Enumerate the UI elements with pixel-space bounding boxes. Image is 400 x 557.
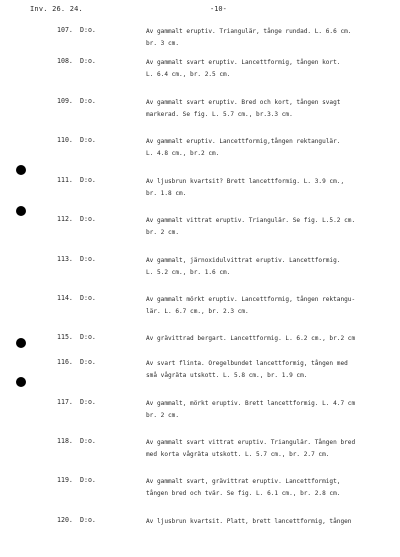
entry-number: 117. <box>57 398 73 406</box>
description-line: Av gammalt vittrat eruptiv. Triangulär. Se fig. L.5.2 cm. <box>146 217 356 224</box>
entry-ref: D:o. <box>80 255 96 263</box>
entry-ref: D:o. <box>80 176 96 184</box>
description-line: Av gammalt eruptiv. Lancettformig,tången rektangulär. <box>146 138 341 145</box>
entry-number: 114. <box>57 294 73 302</box>
entry-ref: D:o. <box>80 136 96 144</box>
entry-number: 118. <box>57 437 73 445</box>
entry-description <box>146 255 376 279</box>
entry-ref: D:o. <box>80 358 96 366</box>
entry-number: 110. <box>57 136 73 144</box>
description-line: L. 6.4 cm., br. 2.5 cm. <box>146 71 231 78</box>
description-line: tången bred och tvär. Se fig. L. 6.1 cm., br. 2.8 cm. <box>146 490 341 497</box>
inventory-header: Inv. 26. 24. <box>30 5 83 13</box>
entry-ref: D:o. <box>80 294 96 302</box>
entry-ref: D:o. <box>80 57 96 65</box>
description-line: Av gammalt eruptiv. Triangulär, tånge rundad. L. 6.6 cm. <box>146 28 352 35</box>
entry-description <box>146 57 376 81</box>
binder-hole <box>16 338 26 348</box>
description-line: L. 4.8 cm., br.2 cm. <box>146 150 220 157</box>
entry-ref: D:o. <box>80 333 96 341</box>
entry-number: 113. <box>57 255 73 263</box>
description-line: Av gammalt mörkt eruptiv. Lancettformig, tången rektangu- <box>146 296 356 303</box>
binder-hole <box>16 165 26 175</box>
entry-description <box>146 333 376 345</box>
entry-description <box>146 136 376 160</box>
entry-description <box>146 398 376 422</box>
entry-ref: D:o. <box>80 215 96 223</box>
entry-ref: D:o. <box>80 26 96 34</box>
entry-number: 108. <box>57 57 73 65</box>
entry-number: 107. <box>57 26 73 34</box>
entry-ref: D:o. <box>80 516 96 524</box>
entry-number: 109. <box>57 97 73 105</box>
description-line: lär. L. 6.7 cm., br. 2.3 cm. <box>146 308 249 315</box>
entry-description <box>146 516 376 528</box>
description-line: br. 2 cm. <box>146 229 180 236</box>
description-line: Av grävittrad bergart. Lancettformig. L. 6.2 cm., br.2 cm <box>146 335 356 342</box>
entry-number: 116. <box>57 358 73 366</box>
entry-number: 112. <box>57 215 73 223</box>
entry-description <box>146 294 376 318</box>
entry-number: 120. <box>57 516 73 524</box>
entry-description <box>146 358 376 382</box>
entry-description <box>146 176 376 200</box>
description-line: med korta vågräta utskott. L. 5.7 cm., br. 2.7 cm. <box>146 451 330 458</box>
description-line: Av gammalt, mörkt eruptiv. Brett lancettformig. L. 4.7 cm <box>146 400 356 407</box>
entry-number: 115. <box>57 333 73 341</box>
binder-hole <box>16 377 26 387</box>
entry-number: 111. <box>57 176 73 184</box>
entry-ref: D:o. <box>80 437 96 445</box>
entry-description <box>146 26 376 50</box>
description-line: Av ljusbrun kvartsit. Platt, brett lancettformig, tången <box>146 518 352 525</box>
description-line: små vågräta utskott. L. 5.8 cm., br. 1.9 cm. <box>146 372 308 379</box>
entry-description <box>146 437 376 461</box>
entry-ref: D:o. <box>80 476 96 484</box>
description-line: Av gammalt svart vittrat eruptiv. Triangulär. Tången bred <box>146 439 356 446</box>
entry-description <box>146 97 376 121</box>
description-line: Av svart flinta. Oregelbundet lancettformig, tången med <box>146 360 348 367</box>
entry-ref: D:o. <box>80 398 96 406</box>
description-line: L. 5.2 cm., br. 1.6 cm. <box>146 269 231 276</box>
entry-description <box>146 476 376 500</box>
description-line: br. 3 cm. <box>146 40 180 47</box>
entry-description <box>146 215 376 239</box>
entry-ref: D:o. <box>80 97 96 105</box>
description-line: markerad. Se fig. L. 5.7 cm., br.3.3 cm. <box>146 111 293 118</box>
description-line: Av gammalt svart, grävittrat eruptiv. Lancettformigt, <box>146 478 341 485</box>
description-line: Av gammalt, järnoxidulvittrat eruptiv. Lancettformig. <box>146 257 341 264</box>
page-number: -10- <box>210 5 227 13</box>
description-line: Av ljusbrun kvartsit? Brett lancettformig. L. 3.9 cm., <box>146 178 345 185</box>
entry-number: 119. <box>57 476 73 484</box>
binder-hole <box>16 206 26 216</box>
description-line: Av gammalt svart eruptiv. Lancettformig, tången kort. <box>146 59 341 66</box>
description-line: Av gammalt svart eruptiv. Bred och kort, tången svagt <box>146 99 341 106</box>
description-line: br. 1.8 cm. <box>146 190 187 197</box>
description-line: br. 2 cm. <box>146 412 180 419</box>
